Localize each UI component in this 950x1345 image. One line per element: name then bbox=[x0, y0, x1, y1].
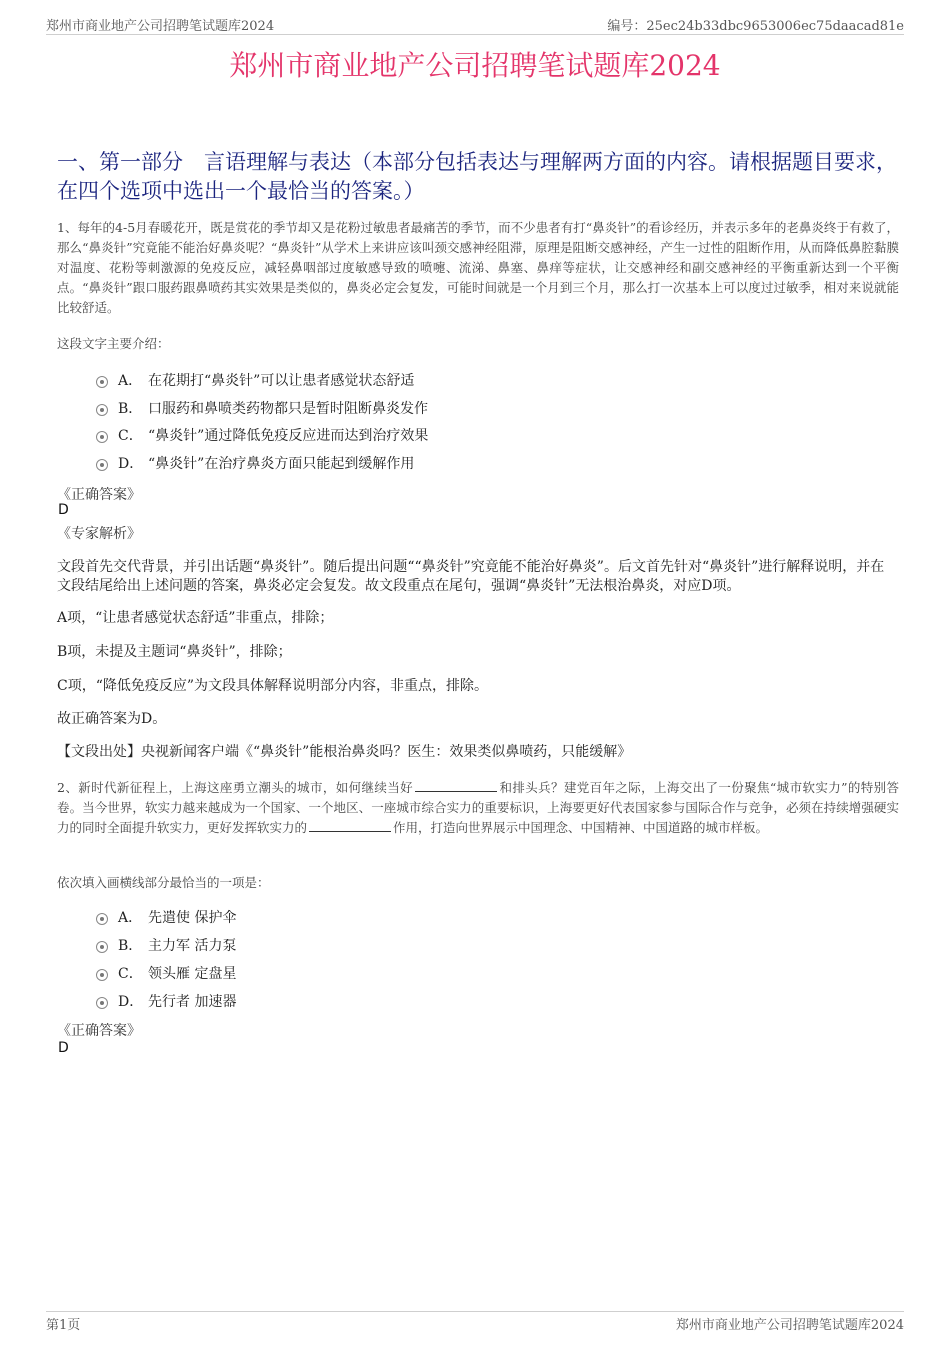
radio-icon[interactable] bbox=[96, 431, 108, 443]
option-letter: B． bbox=[118, 401, 143, 417]
question-1-text: 1、每年的4-5月春暖花开，既是赏花的季节却又是花粉过敏患者最痛苦的季节，而不少患者有打“鼻炎针”的看诊经历，并表示多年的老鼻炎终于有救了，那么“鼻炎针”究竟能不能治好鼻炎呢？“鼻炎针”从学术上来讲应该叫颈交感神经阻滞，原理是阻断交感神经，产生一过性的阻断作用，从而降低鼻腔黏膜对温度、花粉等刺激源的免疫反应，减轻鼻咽部过度敏感导致的喷嚏、流涕、鼻塞、鼻痒等症状，让交感神经和副交感神经的平衡重新达到一个平衡点。“鼻炎针”跟口服药跟鼻喷药其实效果是类似的，鼻炎必定会复发，可能时间就是一个月到三个月，那么打一次基本上可以度过过敏季，相对来说就能比较舒适。 bbox=[57, 220, 899, 315]
header-doc-id: 编号：25ec24b33dbc9653006ec75daacad81e bbox=[607, 19, 904, 34]
option-text: 先遣使 保护伞 bbox=[148, 910, 237, 926]
analysis-paragraph: 文段首先交代背景，并引出话题“鼻炎针”。随后提出问题““鼻炎针”究竟能不能治好鼻炎”。后文首先针对“鼻炎针”进行解释说明，并在文段结尾给出上述问题的答案，鼻炎必定会复发。故文段重点在尾句，强调“鼻炎针”无法根治鼻炎，对应D项。 bbox=[57, 559, 885, 594]
analysis-option-b: B项，未提及主题词“鼻炎针”，排除； bbox=[57, 644, 292, 660]
option-letter: A． bbox=[118, 373, 143, 389]
radio-icon[interactable] bbox=[96, 997, 108, 1009]
page-number: 第1页 bbox=[46, 1318, 81, 1333]
footer-divider bbox=[46, 1311, 904, 1312]
radio-icon[interactable] bbox=[96, 376, 108, 388]
header-divider bbox=[46, 34, 904, 35]
question-1-option-a[interactable] bbox=[96, 370, 414, 390]
section-heading: 一、第一部分 言语理解与表达（本部分包括表达与理解两方面的内容。请根据题目要求，在四个选项中选出一个最恰当的答案。） bbox=[57, 150, 897, 203]
radio-icon[interactable] bbox=[96, 459, 108, 471]
question-1-prompt: 这段文字主要介绍： bbox=[57, 336, 170, 351]
question-1-option-b[interactable] bbox=[96, 398, 428, 418]
footer-doc-title: 郑州市商业地产公司招聘笔试题库2024 bbox=[675, 1318, 904, 1333]
option-text: 先行者 加速器 bbox=[148, 994, 237, 1010]
radio-icon[interactable] bbox=[96, 913, 108, 925]
radio-icon[interactable] bbox=[96, 969, 108, 981]
question-2-text-part-2: 和排头兵？建党百年之际，上海交出了一份聚焦“城市软实力”的特别答卷。当今世界，软实力越来越成为一个国家、一个地区、一座城市综合实力的重要标识，上海要更好代表国家参与国际合作与竞争，必须在持续增强硬实力的同时全面提升软实力，更好发挥软实力的 bbox=[57, 780, 899, 835]
analysis-label: 《专家解析》 bbox=[57, 526, 141, 542]
option-text: 口服药和鼻喷类药物都只是暂时阻断鼻炎发作 bbox=[148, 401, 428, 417]
option-letter: C． bbox=[118, 428, 143, 444]
fill-blank-1 bbox=[415, 779, 497, 792]
question-2-option-d[interactable] bbox=[96, 991, 236, 1011]
answer-label: 《正确答案》 bbox=[57, 1023, 141, 1039]
question-2-option-c[interactable] bbox=[96, 963, 236, 983]
analysis-option-c: C项，“降低免疫反应”为文段具体解释说明部分内容，非重点，排除。 bbox=[57, 678, 489, 694]
question-2-text-part-1: 2、新时代新征程上，上海这座勇立潮头的城市，如何继续当好 bbox=[57, 780, 414, 795]
analysis-conclusion: 故正确答案为D。 bbox=[57, 711, 167, 727]
fill-blank-2 bbox=[309, 819, 391, 832]
option-text: “鼻炎针”通过降低免疫反应进而达到治疗效果 bbox=[148, 428, 429, 444]
radio-icon[interactable] bbox=[96, 941, 108, 953]
analysis-source: 【文段出处】央视新闻客户端《“鼻炎针”能根治鼻炎吗？医生：效果类似鼻喷药，只能缓解》 bbox=[57, 744, 632, 760]
option-text: 主力军 活力泵 bbox=[148, 938, 237, 954]
header-doc-title: 郑州市商业地产公司招聘笔试题库2024 bbox=[46, 19, 275, 34]
question-2-option-a[interactable] bbox=[96, 907, 236, 927]
question-2-option-b[interactable] bbox=[96, 935, 236, 955]
option-text: 在花期打“鼻炎针”可以让患者感觉状态舒适 bbox=[148, 373, 415, 389]
option-letter: D． bbox=[118, 456, 144, 472]
answer-value: D bbox=[58, 502, 69, 518]
option-letter: D． bbox=[118, 994, 144, 1010]
option-letter: C． bbox=[118, 966, 143, 982]
page-title: 郑州市商业地产公司招聘笔试题库2024 bbox=[229, 49, 721, 82]
option-letter: B． bbox=[118, 938, 143, 954]
question-2-text bbox=[57, 778, 899, 838]
question-2-text-part-3: 作用，打造向世界展示中国理念、中国精神、中国道路的城市样板。 bbox=[393, 820, 769, 835]
option-text: 领头雁 定盘星 bbox=[148, 966, 237, 982]
question-1-option-d[interactable] bbox=[96, 453, 414, 473]
question-2-prompt: 依次填入画横线部分最恰当的一项是： bbox=[57, 875, 270, 890]
option-text: “鼻炎针”在治疗鼻炎方面只能起到缓解作用 bbox=[148, 456, 415, 472]
analysis-option-a: A项，“让患者感觉状态舒适”非重点，排除； bbox=[57, 610, 334, 626]
answer-label: 《正确答案》 bbox=[57, 487, 141, 503]
radio-icon[interactable] bbox=[96, 404, 108, 416]
option-letter: A． bbox=[118, 910, 143, 926]
question-1-option-c[interactable] bbox=[96, 425, 428, 445]
answer-value: D bbox=[58, 1040, 69, 1056]
